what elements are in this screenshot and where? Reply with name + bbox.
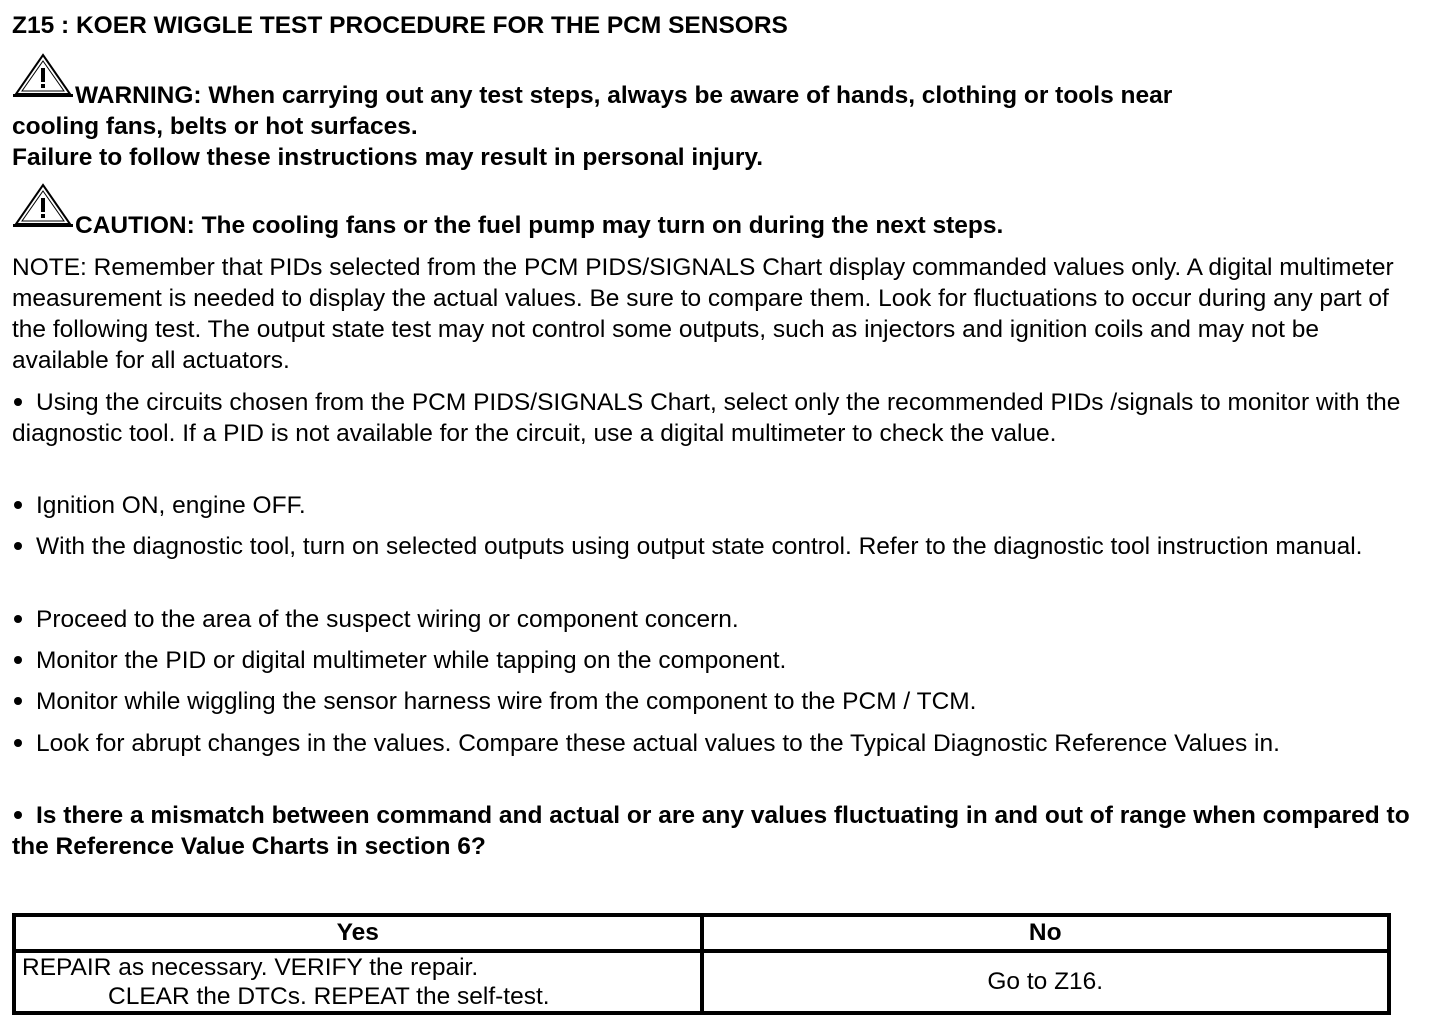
- page-title: Z15 : KOER WIGGLE TEST PROCEDURE FOR THE PCM SENSORS: [12, 12, 788, 39]
- bullet-icon: [14, 501, 22, 509]
- list-item: Look for abrupt changes in the values. Compare these actual values to the Typical Diagnostic Reference Values in.: [12, 728, 1412, 759]
- caution-text: CAUTION: The cooling fans or the fuel pump may turn on during the next steps.: [75, 212, 1004, 239]
- bullet-icon: [14, 542, 22, 550]
- bullet-icon: [14, 656, 22, 664]
- bullet-icon: [14, 398, 22, 406]
- list-item: Monitor the PID or digital multimeter while tapping on the component.: [12, 645, 1412, 676]
- yes-text-line1: REPAIR as necessary. VERIFY the repair.: [22, 954, 479, 981]
- decision-table: [12, 913, 1391, 1015]
- list-item: Using the circuits chosen from the PCM PIDS/SIGNALS Chart, select only the recommended PIDs /signals to monitor with the diagnostic tool. If a PID is not available for the circuit, use a digital multimeter to check the value.: [12, 389, 1401, 447]
- yes-header: Yes: [14, 915, 702, 951]
- warning-text-line3: Failure to follow these instructions may result in personal injury.: [12, 144, 764, 171]
- table-row: [14, 951, 1389, 1013]
- question-item: Is there a mismatch between command and actual or are any values fluctuating in and out of range when compared to the Reference Value Charts in section 6?: [12, 802, 1410, 860]
- table-header-row: [14, 915, 1389, 951]
- yes-cell: [14, 951, 702, 1013]
- warning-text-line1: WARNING: When carrying out any test steps, always be aware of hands, clothing or tools near: [75, 82, 1173, 109]
- bullet-icon: [14, 697, 22, 705]
- warning-text-line2: cooling fans, belts or hot surfaces.: [12, 113, 418, 140]
- bullet-icon: [14, 739, 22, 747]
- bullet-icon: [14, 615, 22, 623]
- list-item: Monitor while wiggling the sensor harness wire from the component to the PCM / TCM.: [12, 686, 1412, 717]
- note-paragraph: NOTE: Remember that PIDs selected from the PCM PIDS/SIGNALS Chart display commanded values only. A digital multimeter measurement is needed to display the actual values. Be sure to compare them. Look for fluctuations to occur during any part of the following test. The output state test may not control some outputs, such as injectors and ignition coils and may not be available for all actuators.: [12, 254, 1394, 374]
- list-item: Proceed to the area of the suspect wiring or component concern.: [12, 604, 1412, 635]
- no-cell: Go to Z16.: [702, 951, 1390, 1013]
- no-header: No: [702, 915, 1390, 951]
- yes-text-line2: CLEAR the DTCs. REPEAT the self-test.: [108, 983, 550, 1010]
- list-item: With the diagnostic tool, turn on selected outputs using output state control. Refer to the diagnostic tool instruction manual.: [12, 531, 1412, 562]
- bullet-icon: [14, 811, 22, 819]
- list-item: Ignition ON, engine OFF.: [12, 490, 1412, 521]
- warning-triangle-icon: [12, 52, 74, 98]
- caution-triangle-icon: [12, 182, 74, 228]
